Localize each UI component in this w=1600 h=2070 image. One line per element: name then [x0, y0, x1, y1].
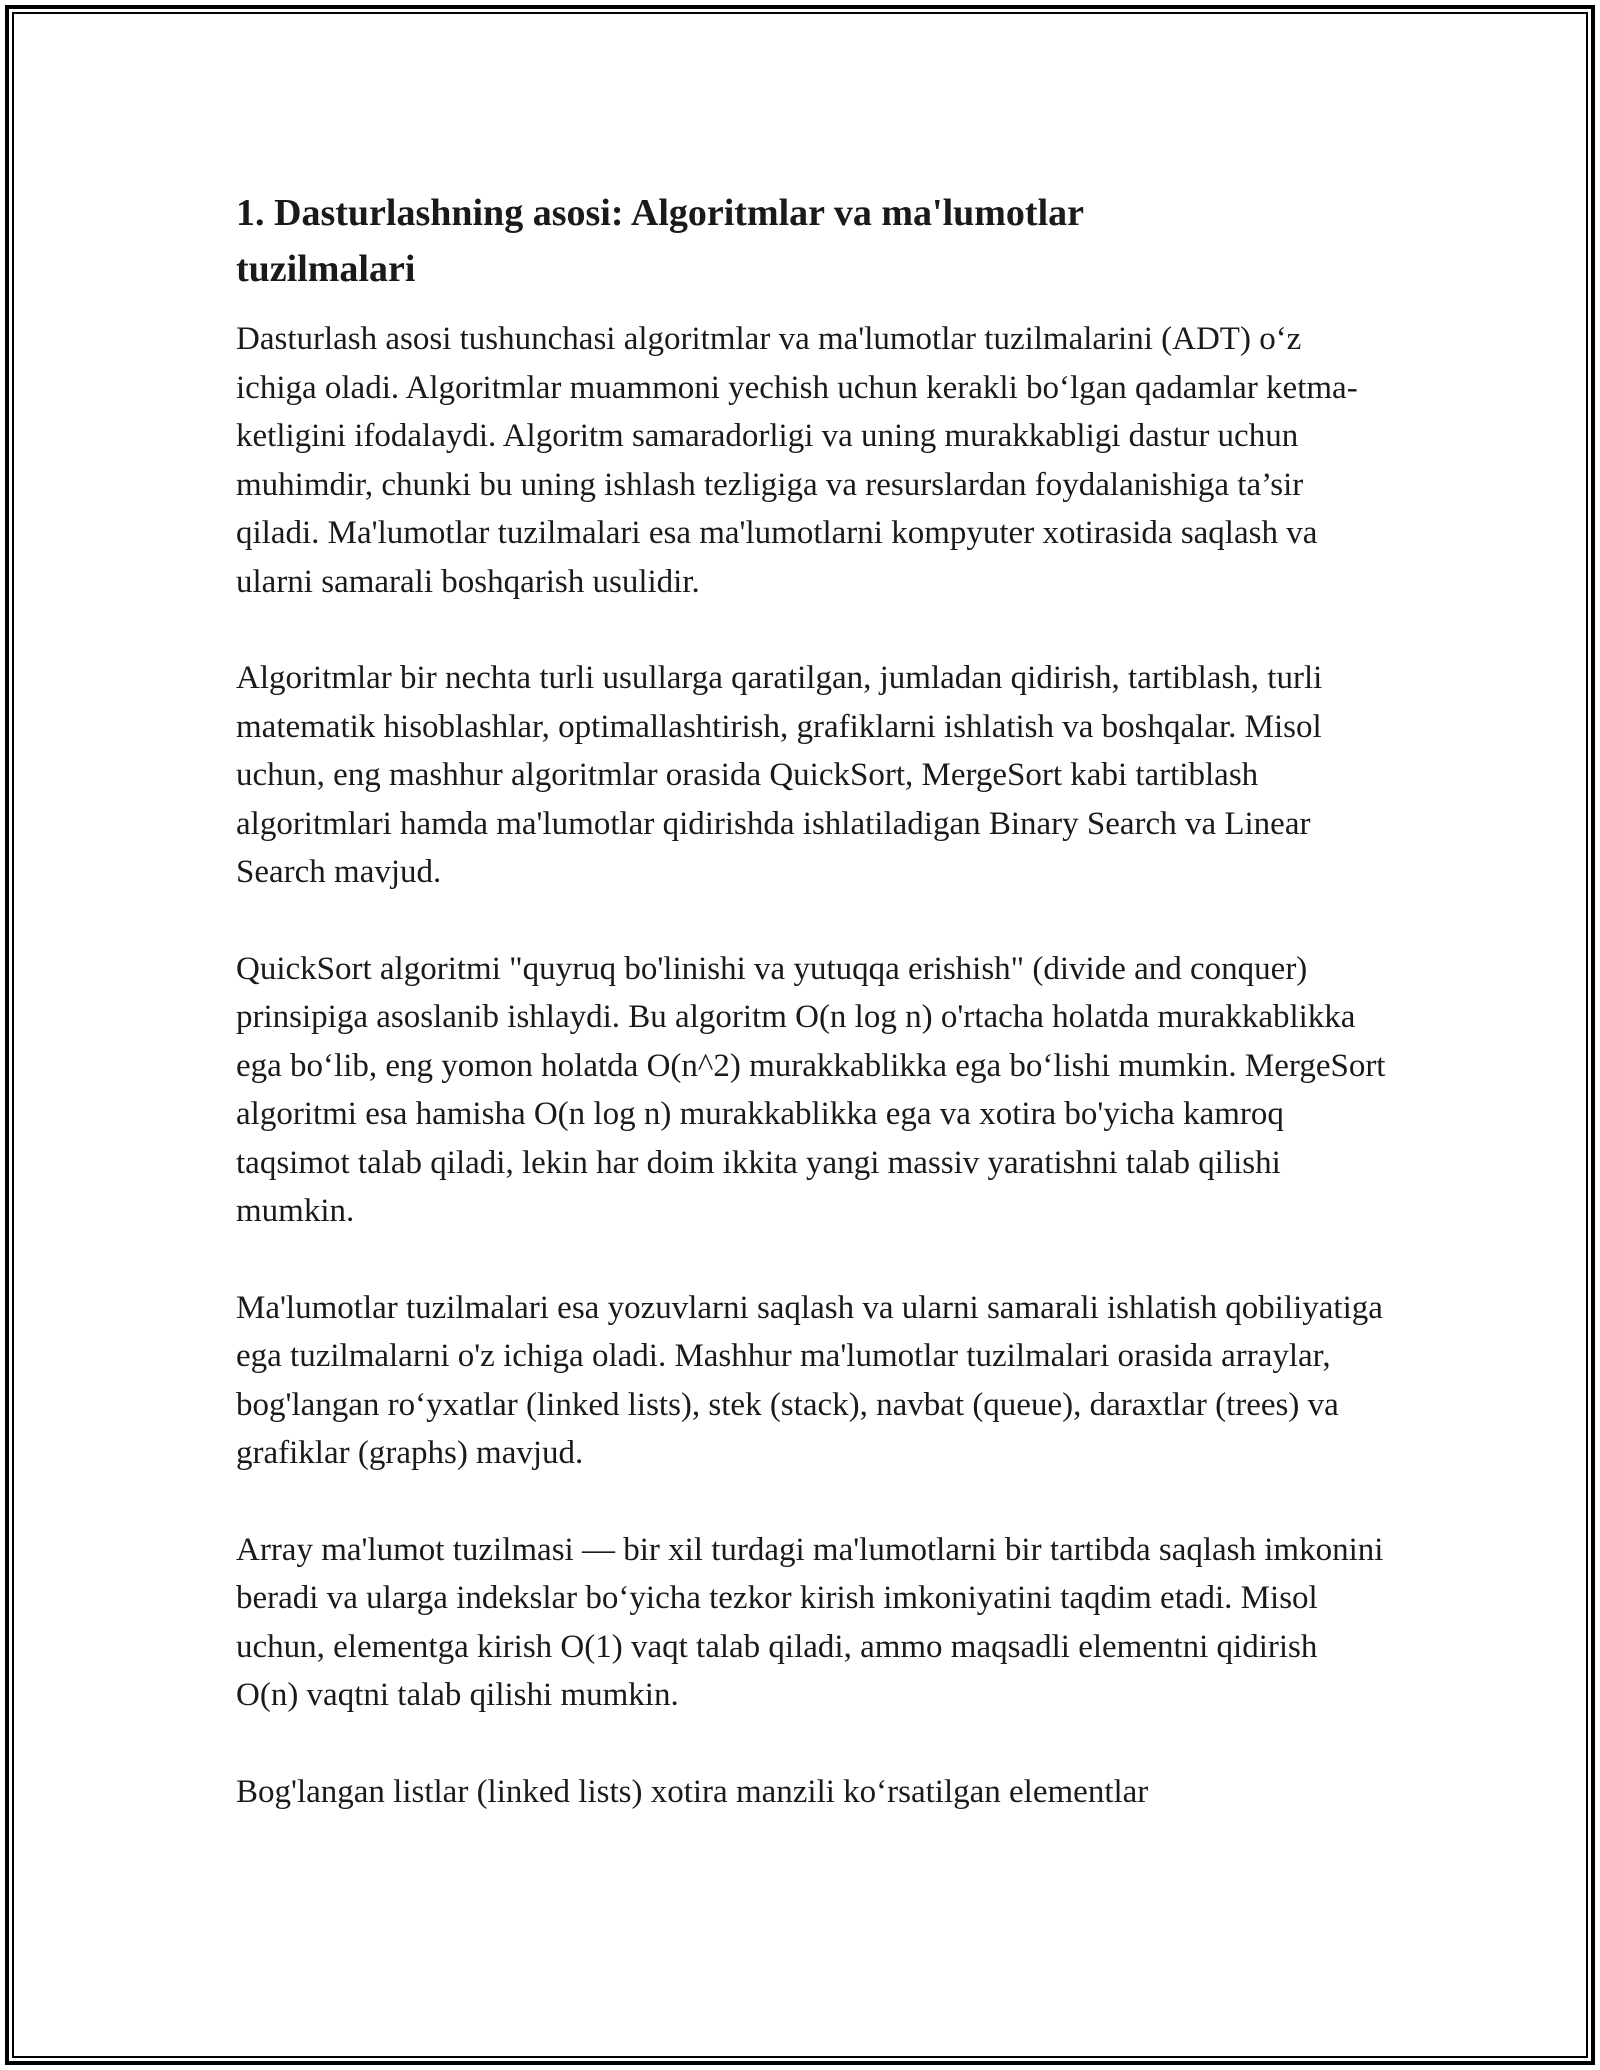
paragraph-intro: Dasturlash asosi tushunchasi algoritmlar va ma'lumotlar tuzilmalarini (ADT) o‘z ichiga oladi. Algoritmlar muammoni yechish uchun kerakli bo‘lgan qadamlar ketma-ketligini ifodalaydi. Algoritm samaradorligi va uning murakkabligi dastur uchun muhimdir, chunki bu uning ishlash tezligiga va resurslardan foydalanishiga ta’sir qiladi. Ma'lumotlar tuzilmalari esa ma'lumotlarni kompyuter xotirasida saqlash va ularni samarali boshqarish usulidir.	[236, 321, 1358, 600]
paragraph-quicksort: QuickSort algoritmi "quyruq bo'linishi va yutuqqa erishish" (divide and conquer) prinsipiga asoslanib ishlaydi. Bu algoritm O(n log n) o'rtacha holatda murakkablikka ega bo‘lib, eng yomon holatda O(n^2) murakkablikka ega bo‘lishi mumkin. MergeSort algoritmi esa hamisha O(n log n) murakkablikka ega va xotira bo'yicha kamroq taqsimot talab qiladi, lekin har doim ikkita yangi massiv yaratishni talab qilishi mumkin.	[236, 950, 1386, 1229]
section-heading: 1. Dasturlashning asosi: Algoritmlar va ma'lumotlar tuzilmalari	[236, 192, 1084, 290]
document-body	[236, 185, 1386, 1864]
paragraph-array: Array ma'lumot tuzilmasi — bir xil turdagi ma'lumotlarni bir tartibda saqlash imkonini beradi va ularga indekslar bo‘yicha tezkor kirish imkoniyatini taqdim etadi. Misol uchun, elementga kirish O(1) vaqt talab qiladi, ammo maqsadli elementni qidirish O(n) vaqtni talab qilishi mumkin.	[236, 1531, 1384, 1713]
paragraph-data-structures: Ma'lumotlar tuzilmalari esa yozuvlarni saqlash va ularni samarali ishlatish qobiliyatiga ega tuzilmalarni o'z ichiga oladi. Mashhur ma'lumotlar tuzilmalari orasida arraylar, bog'langan ro‘yxatlar (linked lists), stek (stack), navbat (queue), daraxtlar (trees) va grafiklar (graphs) mavjud.	[236, 1289, 1383, 1471]
paragraph-linked-lists: Bog'langan listlar (linked lists) xotira manzili ko‘rsatilgan elementlar	[236, 1773, 1149, 1810]
paragraph-algorithms: Algoritmlar bir nechta turli usullarga qaratilgan, jumladan qidirish, tartiblash, turli matematik hisoblashlar, optimallashtirish, grafiklarni ishlatish va boshqalar. Misol uchun, eng mashhur algoritmlar orasida QuickSort, MergeSort kabi tartiblash algoritmlari hamda ma'lumotlar qidirishda ishlatiladigan Binary Search va Linear Search mavjud.	[236, 660, 1323, 890]
